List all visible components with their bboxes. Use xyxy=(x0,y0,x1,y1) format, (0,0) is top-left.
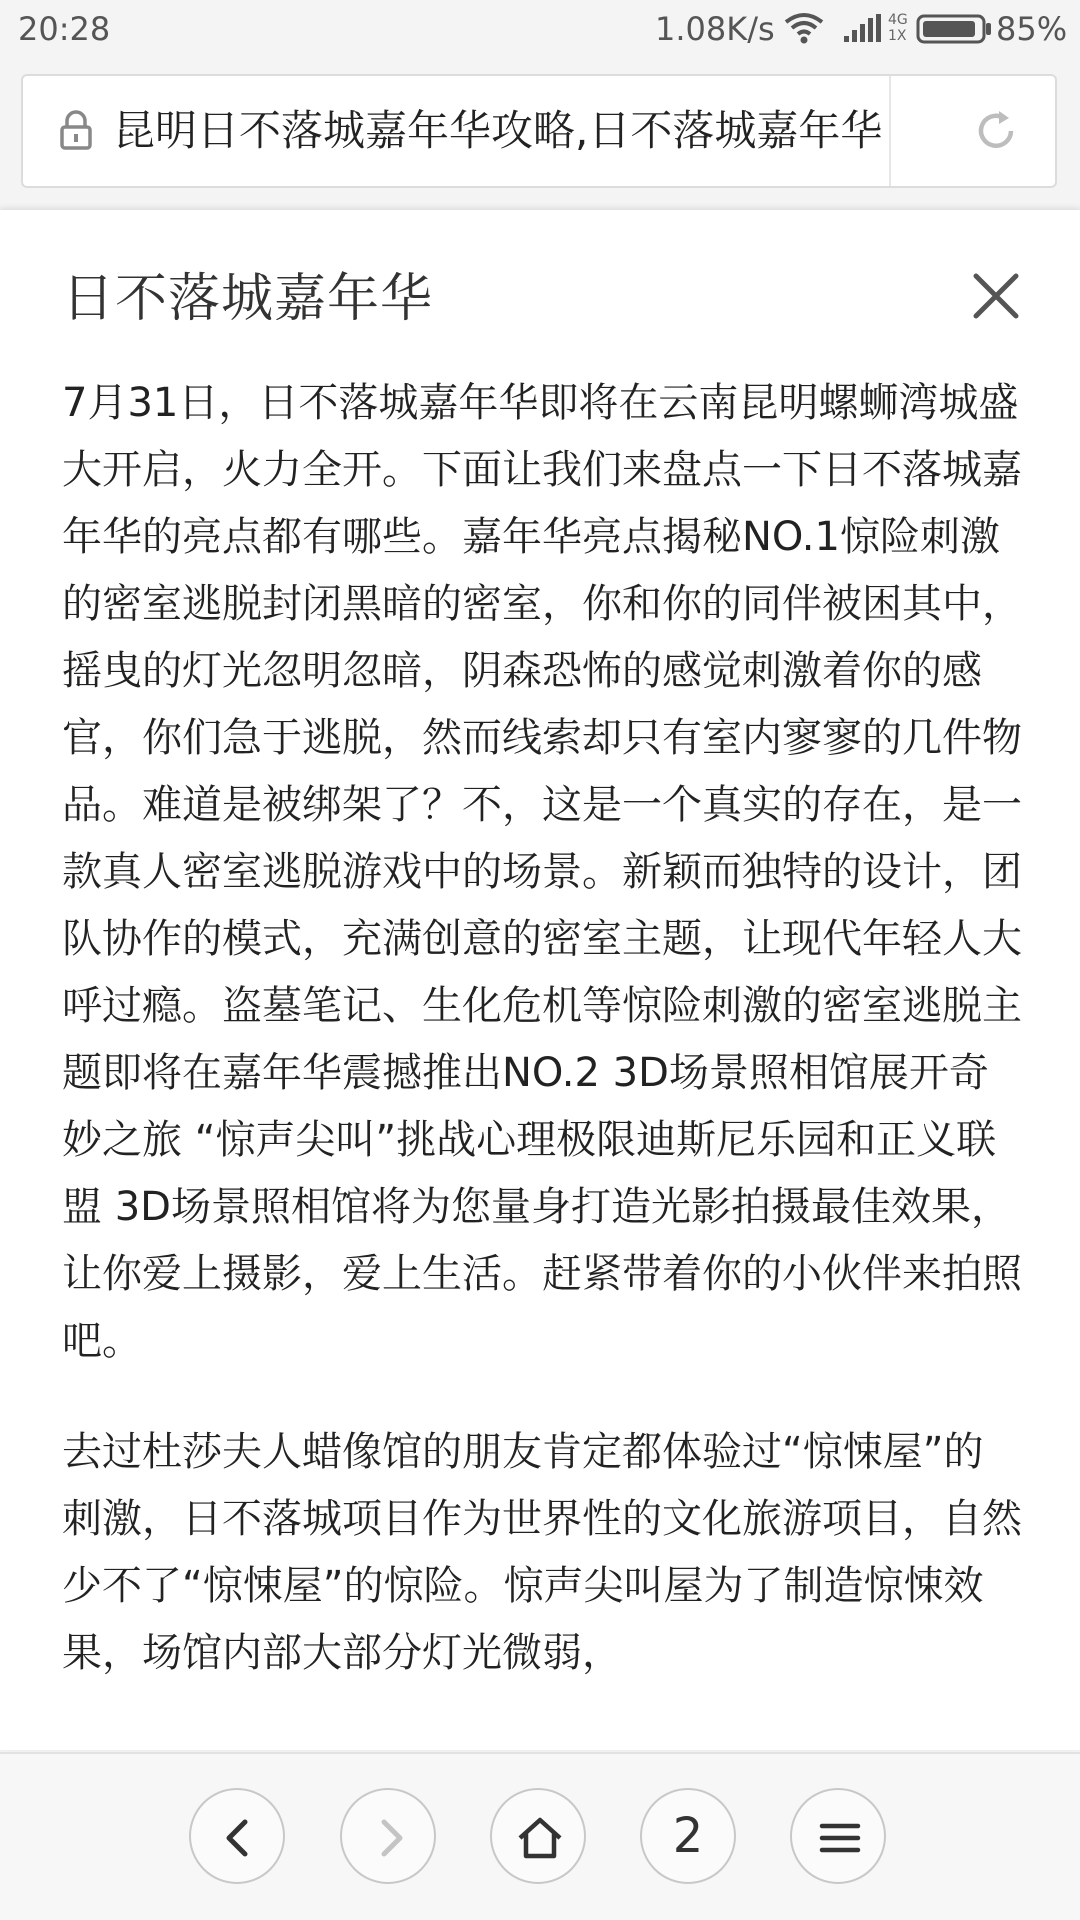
url-text[interactable]: 昆明日不落城嘉年华攻略,日不落城嘉年华 xyxy=(113,106,883,155)
status-time: 20:28 xyxy=(18,10,111,48)
signal-icon xyxy=(842,14,882,52)
reload-icon[interactable] xyxy=(973,108,1019,158)
menu-button[interactable] xyxy=(790,1788,886,1884)
forward-icon xyxy=(366,1814,414,1862)
article-paragraph-2: 去过杜莎夫人蜡像馆的朋友肯定都体验过“惊悚屋”的刺激，日不落城项目作为世界性的文化旅游项目，自然少不了“惊悚屋”的惊险。惊声尖叫屋为了制造惊悚效果，场馆内部大部分灯光微弱， xyxy=(62,1429,1022,1676)
network-type xyxy=(888,12,908,44)
menu-icon xyxy=(816,1814,864,1862)
network-type-bottom: 1X xyxy=(888,28,907,44)
forward-button[interactable] xyxy=(340,1788,436,1884)
battery-percent: 85% xyxy=(996,10,1068,48)
bottom-toolbar xyxy=(0,1752,1080,1920)
home-icon xyxy=(516,1814,564,1862)
home-button[interactable] xyxy=(490,1788,586,1884)
address-bar[interactable] xyxy=(21,74,1057,188)
wifi-icon xyxy=(784,12,824,52)
address-bar-divider xyxy=(889,76,891,186)
back-icon xyxy=(215,1814,263,1862)
lock-icon xyxy=(59,110,93,154)
network-type-top: 4G xyxy=(888,12,908,28)
article-paragraph-1: 7月31日，日不落城嘉年华即将在云南昆明螺蛳湾城盛大开启，火力全开。下面让我们来盘点一下日不落城嘉年华的亮点都有哪些。嘉年华亮点揭秘NO.1惊险刺激的密室逃脱封闭黑暗的密室，你和你的同伴被困其中，摇曳的灯光忽明忽暗，阴森恐怖的感觉刺激着你的感官，你们急于逃脱，然而线索却只有室内寥寥的几件物品。难道是被绑架了？不，这是一个真实的存在，是一款真人密室逃脱游戏中的场景。新颖而独特的设计，团队协作的模式，充满创意的密室主题，让现代年轻人大呼过瘾。盗墓笔记、生化危机等惊险刺激的密室逃脱主题即将在嘉年华震撼推出NO.2 3D场景照相馆展开奇妙之旅 “惊声尖叫”挑战心理极限迪斯尼乐园和正义联盟 3D场景照相馆将为您量身打造光影拍摄最佳效果，让你爱上摄影，爱上生活。赶紧带着你的小伙伴来拍照吧。 xyxy=(62,380,1022,1364)
tabs-button[interactable] xyxy=(640,1788,736,1884)
article-body xyxy=(62,370,1022,1731)
article-sheet xyxy=(0,210,1080,1750)
network-speed: 1.08K/s xyxy=(655,10,775,48)
status-bar xyxy=(0,0,1080,62)
close-icon[interactable] xyxy=(966,266,1026,326)
sheet-title: 日不落城嘉年华 xyxy=(62,269,434,329)
battery-icon xyxy=(916,14,992,52)
back-button[interactable] xyxy=(189,1788,285,1884)
tab-count: 2 xyxy=(672,1808,704,1864)
